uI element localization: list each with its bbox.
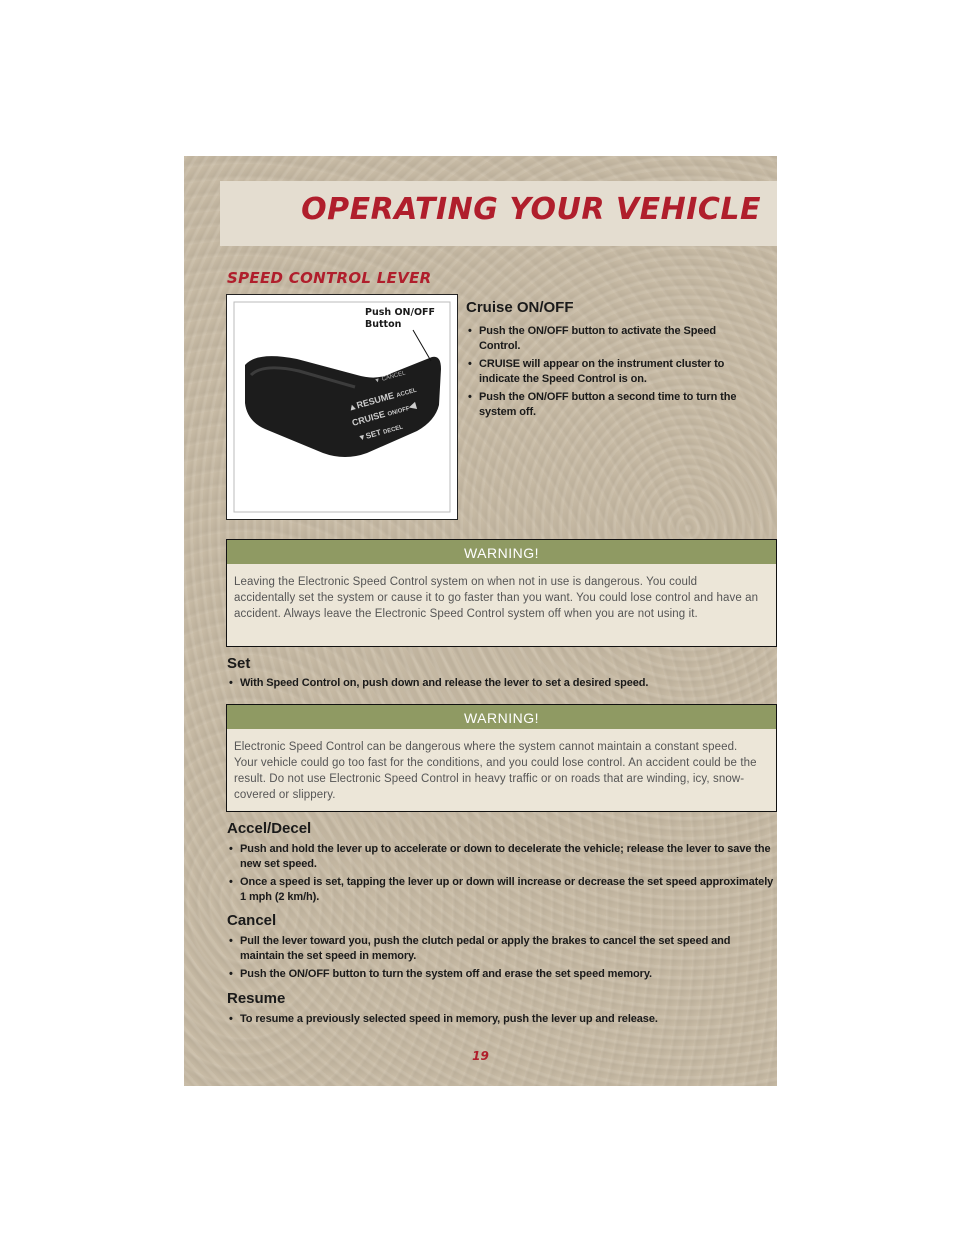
lever-label-resume: RESUME [355,390,396,411]
svg-text:▼SET DECEL: ▼SET DECEL [357,424,404,443]
list-item: • To resume a previously selected speed in memory, push the lever up and release. [227,1012,777,1027]
callout-line-2: Button [365,319,402,330]
section-title: SPEED CONTROL LEVER [227,269,432,287]
warning-box-2 [226,704,777,812]
set-bullets [227,676,777,694]
resume-heading: Resume [227,990,286,1007]
list-item: • Push the ON/OFF button to activate the Speed Control. [466,324,738,354]
manual-page [184,156,777,1086]
callout-line-1: Push ON/OFF [365,307,436,318]
list-item: • With Speed Control on, push down and release the lever to set a desired speed. [227,676,777,691]
resume-bullets [227,1012,777,1030]
cancel-heading: Cancel [227,912,277,929]
svg-text:CRUISE ON/OFF◀: CRUISE ON/OFF◀ [350,400,418,428]
list-item: • Pull the lever toward you, push the clutch pedal or apply the brakes to cancel the set speed and maintain the set speed in memory. [227,934,777,964]
svg-text:▲RESUME ACCEL: ▲RESUME ACCEL [346,387,418,413]
warning-box-1 [226,539,777,647]
list-item: • CRUISE will appear on the instrument cluster to indicate the Speed Control is on. [466,357,738,387]
lever-label-cruise: CRUISE [350,408,387,428]
cruise-bullets [466,324,738,423]
lever-photo [226,294,458,520]
list-item: • Push and hold the lever up to accelerate or down to decelerate the vehicle; release the lever to save the new set speed. [227,842,777,872]
lever-label-accel: ACCEL [395,387,418,400]
warning-text: Electronic Speed Control can be dangerous where the system cannot maintain a constant speed. Your vehicle could go too fast for the conditions, and you could lose control. An accident could be the result. Do not use Electronic Speed Control in heavy traffic or on roads that are winding, icy, snow-covered or slippery. [234,741,757,801]
cancel-bullets [227,934,777,985]
page-number: 19 [472,1049,489,1063]
accel-decel-heading: Accel/Decel [227,820,312,837]
warning-title: WARNING! [227,540,776,564]
lever-label-set: SET [364,427,383,441]
list-item: • Push the ON/OFF button to turn the system off and erase the set speed memory. [227,967,777,982]
lever-label-cancel: CANCEL [381,370,407,383]
lever-illustration [227,295,457,519]
set-heading: Set [227,655,251,672]
cruise-heading: Cruise ON/OFF [466,299,574,316]
svg-text:▼ CANCEL: ▼ CANCEL [373,370,407,385]
warning-title: WARNING! [227,705,776,729]
list-item: • Once a speed is set, tapping the lever up or down will increase or decrease the set speed approximately 1 mph (2 km/h). [227,875,777,905]
lever-label-onoff: ON/OFF [387,405,411,418]
warning-text: Leaving the Electronic Speed Control system on when not in use is dangerous. You could accidentally set the system or cause it to go faster than you want. You could lose control and have an accident. Always leave the Electronic Speed Control system off when you are not using it. [234,576,759,620]
page-header-title: OPERATING YOUR VEHICLE [301,192,761,227]
accel-decel-bullets [227,842,777,908]
list-item: • Push the ON/OFF button a second time to turn the system off. [466,390,738,420]
lever-label-decel: DECEL [382,424,404,436]
